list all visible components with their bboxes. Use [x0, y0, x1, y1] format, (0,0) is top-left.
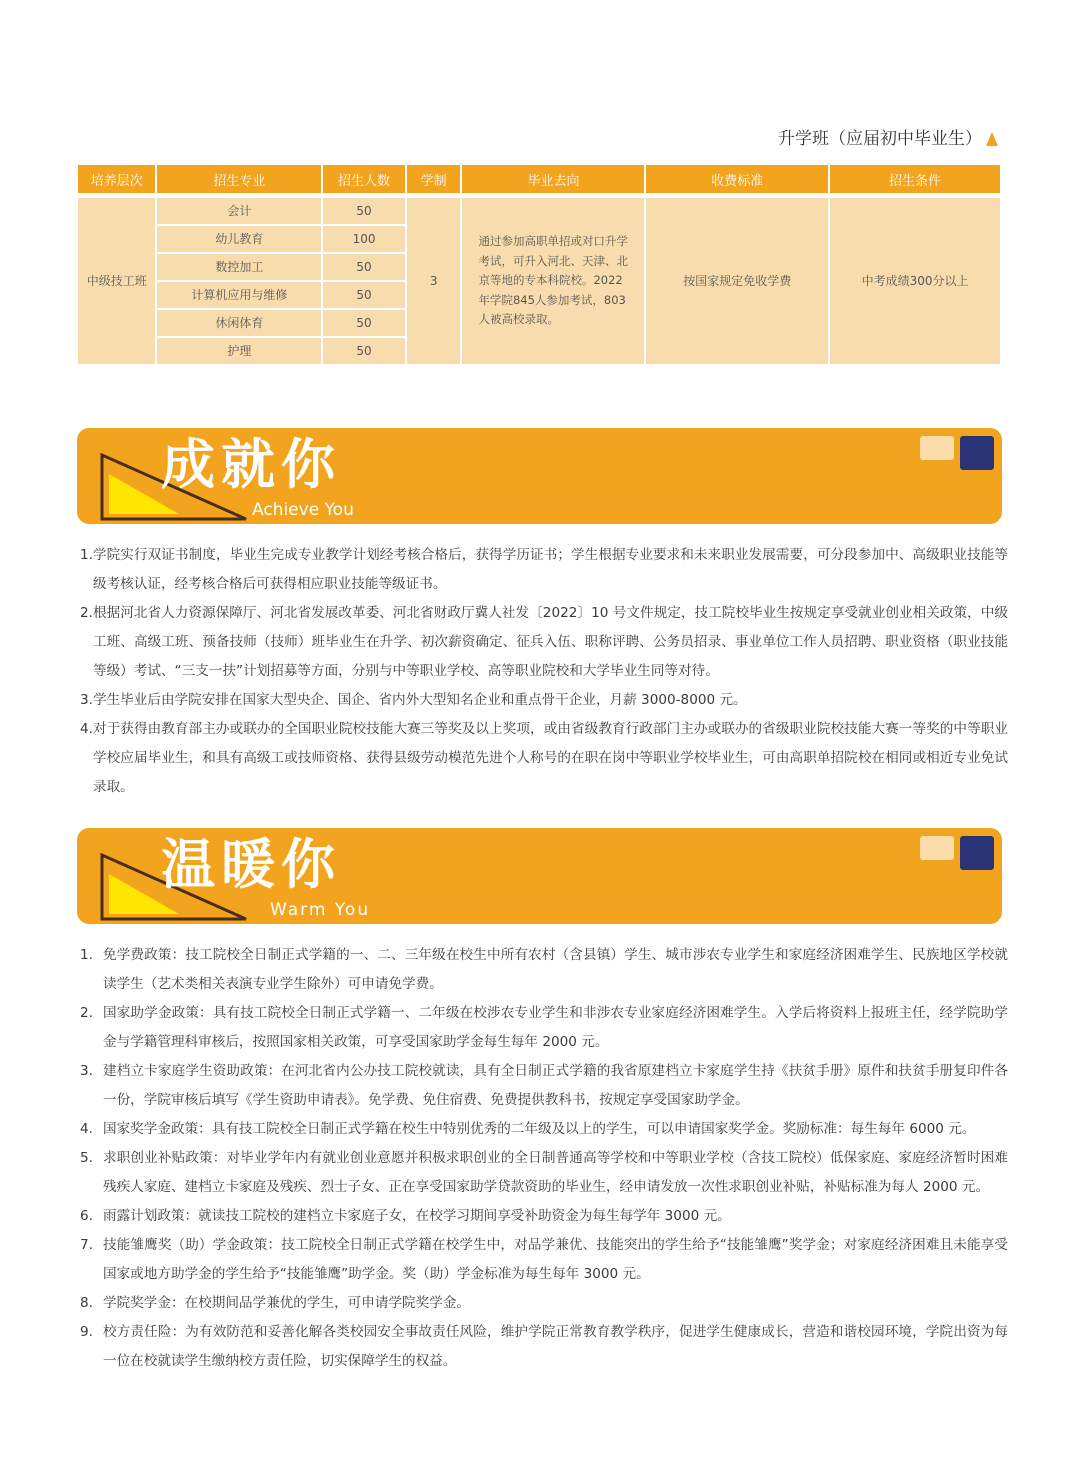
list-item [80, 1231, 1008, 1289]
table-row [78, 198, 1000, 224]
list-item [80, 1202, 1008, 1231]
list-text: 雨露计划政策：就读技工院校的建档立卡家庭子女，在校学习期间享受补助资金为每生每学年 3000 元。 [103, 1208, 731, 1224]
list-text: 建档立卡家庭学生资助政策：在河北省内公办技工院校就读，具有全日制正式学籍的我省原建档立卡家庭学生持《扶贫手册》原件和扶贫手册复印件各一份，学院审核后填写《学生资助申请表》。免学费、免住宿费、免费提供教科书，按规定享受国家助学金。 [103, 1063, 1008, 1108]
table-header-row [78, 165, 1000, 196]
list-text: 免学费政策：技工院校全日制正式学籍的一、二、三年级在校生中所有农村（含县镇）学生、城市涉农专业学生和家庭经济困难学生、民族地区学校就读学生（艺术类相关表演专业学生除外）可申请免学费。 [103, 947, 1008, 992]
table-subtitle [778, 128, 998, 150]
section-banner-warm [77, 828, 1002, 924]
count-cell: 50 [323, 198, 405, 224]
header-cell: 收费标准 [646, 165, 828, 196]
list-number: 3. [80, 692, 93, 708]
list-number: 2. [80, 1005, 93, 1021]
header-cell: 招生专业 [157, 165, 321, 196]
list-number: 8. [80, 1295, 93, 1311]
list-item [80, 1115, 1008, 1144]
major-cell: 幼儿教育 [157, 226, 321, 252]
major-cell: 护理 [157, 338, 321, 364]
major-cell: 计算机应用与维修 [157, 282, 321, 308]
header-cell: 学制 [407, 165, 461, 196]
section-subtitle: Achieve You [252, 500, 354, 520]
section-title: 温暖你 [161, 833, 341, 896]
list-text: 国家奖学金政策：具有技工院校全日制正式学籍在校生中特别优秀的二年级及以上的学生，可以申请国家奖学金。奖励标准：每生每年 6000 元。 [103, 1121, 976, 1137]
list-text: 对于获得由教育部主办或联办的全国职业院校技能大赛三等奖及以上奖项，或由省级教育行政部门主办或联办的省级职业院校技能大赛一等奖的中等职业学校应届毕业生，和具有高级工或技师资格、获得县级劳动模范先进个人称号的在职在岗中等职业学校毕业生，可由高职单招院校在相同或相近专业免试录取。 [92, 721, 1008, 795]
count-cell: 50 [323, 310, 405, 336]
triangle-icon [986, 132, 998, 146]
count-cell: 50 [323, 254, 405, 280]
list-number: 4. [80, 721, 93, 737]
list-text: 国家助学金政策：具有技工院校全日制正式学籍一、二年级在校涉农专业学生和非涉农专业家庭经济困难学生。入学后将资料上报班主任，经学院助学金与学籍管理科审核后，按照国家相关政策，可享受国家助学金每生每年 2000 元。 [103, 1005, 1008, 1050]
major-cell: 会计 [157, 198, 321, 224]
decor-square-light [920, 436, 954, 460]
major-cell: 休闲体育 [157, 310, 321, 336]
destination-cell: 通过参加高职单招或对口升学考试，可升入河北、天津、北京等地的专本科院校。2022年学院845人参加考试，803人被高校录取。 [462, 198, 644, 364]
decor-square-light [920, 836, 954, 860]
list-number: 4. [80, 1121, 93, 1137]
subtitle-text: 升学班（应届初中毕业生） [778, 129, 982, 149]
section-title: 成就你 [161, 433, 341, 496]
section-subtitle: Warm You [270, 900, 371, 920]
fee-cell: 按国家规定免收学费 [646, 198, 828, 364]
header-cell: 招生条件 [830, 165, 1000, 196]
list-item [80, 1289, 1008, 1318]
count-cell: 50 [323, 338, 405, 364]
list-text: 学院实行双证书制度，毕业生完成专业教学计划经考核合格后，获得学历证书；学生根据专业要求和未来职业发展需要，可分段参加中、高级职业技能等级考核认证，经考核合格后可获得相应职业技能等级证书。 [92, 547, 1008, 592]
level-cell: 中级技工班 [78, 198, 155, 364]
list-number: 9. [80, 1324, 93, 1340]
warm-list [80, 941, 1008, 1406]
list-number: 1. [80, 547, 93, 563]
list-text: 校方责任险：为有效防范和妥善化解各类校园安全事故责任风险，维护学院正常教育教学秩序，促进学生健康成长，营造和谐校园环境，学院出资为每一位在校就读学生缴纳校方责任险，切实保障学生的权益。 [103, 1324, 1008, 1369]
list-item [80, 715, 1008, 802]
list-text: 根据河北省人力资源保障厅、河北省发展改革委、河北省财政厅冀人社发〔2022〕10 号文件规定，技工院校毕业生按规定享受就业创业相关政策，中级工班、高级工班、预备技师（技师）班毕业生在升学、初次薪资确定、征兵入伍、职称评聘、公务员招录、事业单位工作人员招聘、职业资格（职业技能等级）考试、“三支一扶”计划招募等方面，分别与中等职业学校、高等职业院校和大学毕业生同等对待。 [92, 605, 1008, 679]
header-cell: 毕业去向 [462, 165, 644, 196]
list-text: 学生毕业后由学院安排在国家大型央企、国企、省内外大型知名企业和重点骨干企业，月薪 3000-8000 元。 [92, 692, 747, 708]
header-cell: 培养层次 [78, 165, 155, 196]
list-text: 技能雏鹰奖（助）学金政策：技工院校全日制正式学籍在校学生中，对品学兼优、技能突出的学生给予“技能雏鹰”奖学金；对家庭经济困难且未能享受国家或地方助学金的学生给予“技能雏鹰”助学金。奖（助）学金标准为每生每年 3000 元。 [103, 1237, 1008, 1282]
list-item [80, 999, 1008, 1057]
content-flow [0, 428, 1080, 1406]
list-item [80, 541, 1008, 599]
list-number: 7. [80, 1237, 93, 1253]
list-number: 6. [80, 1208, 93, 1224]
list-item [80, 941, 1008, 999]
list-text: 求职创业补贴政策：对毕业学年内有就业创业意愿并积极求职创业的全日制普通高等学校和中等职业学校（含技工院校）低保家庭、家庭经济暂时困难残疾人家庭、建档立卡家庭及残疾、烈士子女、正在享受国家助学贷款资助的毕业生，经申请发放一次性求职创业补贴，补贴标准为每人 2000 元。 [103, 1150, 1008, 1195]
achieve-list [80, 541, 1008, 828]
section-banner-achieve [77, 428, 1002, 524]
list-number: 1. [80, 947, 93, 963]
major-cell: 数控加工 [157, 254, 321, 280]
enrollment-table [76, 163, 1002, 366]
decor-square-navy [960, 836, 994, 870]
count-cell: 100 [323, 226, 405, 252]
count-cell: 50 [323, 282, 405, 308]
list-item [80, 1057, 1008, 1115]
list-item [80, 1144, 1008, 1202]
header-cell: 招生人数 [323, 165, 405, 196]
list-item [80, 686, 1008, 715]
list-item [80, 599, 1008, 686]
decor-square-navy [960, 436, 994, 470]
list-text: 学院奖学金：在校期间品学兼优的学生，可申请学院奖学金。 [103, 1295, 471, 1311]
years-cell: 3 [407, 198, 461, 364]
requirement-cell: 中考成绩300分以上 [830, 198, 1000, 364]
list-number: 5. [80, 1150, 93, 1166]
list-number: 3. [80, 1063, 93, 1079]
list-item [80, 1318, 1008, 1376]
list-number: 2. [80, 605, 93, 621]
